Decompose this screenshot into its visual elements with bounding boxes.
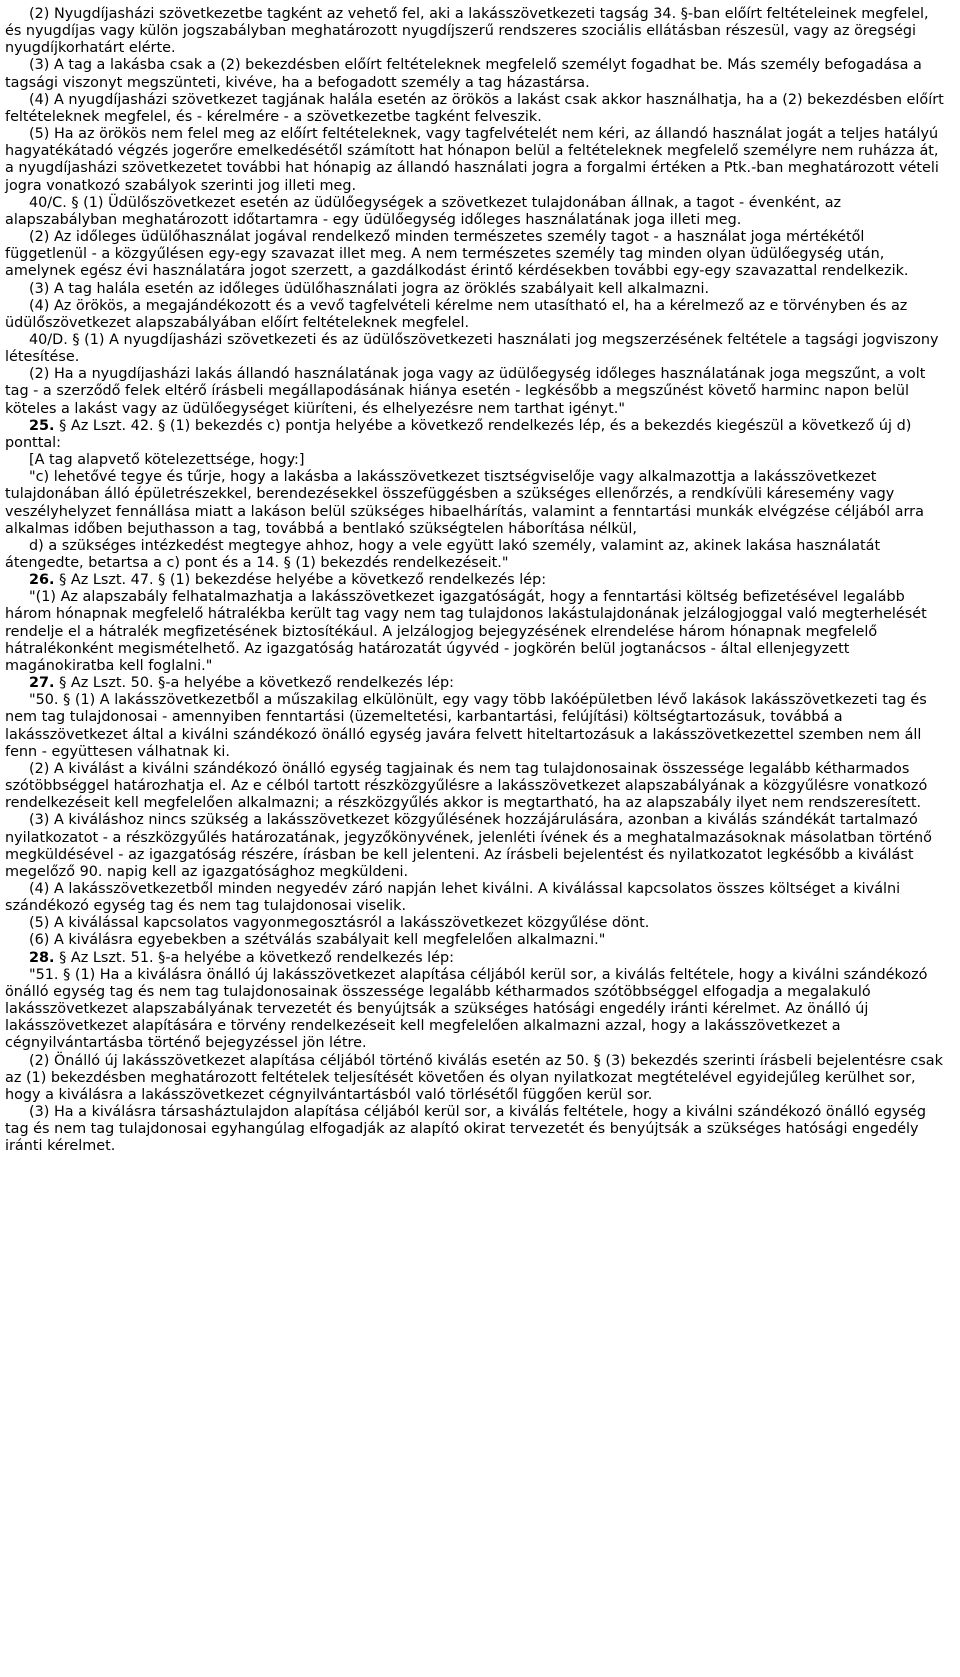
paragraph: (3) A kiváláshoz nincs szükség a lakásszövetkezet közgyűlésének hozzájárulására, azonban a kiválás szándékát tartalmazó nyilatkozatot - a részközgyűlés határozatának, jegyzőkönyvének, jelenléti ívének és a meghatalmazásoknak másolatban történő megküldésével - az igazgatóság részére, írásban be kell jelenteni. Az írásbeli bejelentést és nyilatkozatot legkésőbb a kiválást megelőző 90. napig kell az igazgatósághoz megküldeni.: [5, 812, 932, 880]
section-text: § Az Lszt. 50. §-a helyébe a következő rendelkezés lép:: [54, 675, 455, 692]
paragraph: (6) A kiválásra egyebekben a szétválás szabályait kell megfelelően alkalmazni.": [29, 932, 606, 949]
paragraph: "c) lehetővé tegye és tűrje, hogy a lakásba a lakásszövetkezet tisztségviselője vagy alkalmazottja a lakásszövetkezet tulajdonában álló épületrészekkel, berendezésekkel összefüggésben a szükséges ellenőrzés, a rendkívüli káresemény vagy veszélyhelyzet fennállása miatt a lakáson belül szükséges hibaelhárítás, valamint a fenntartási munkák elvégzése céljából arra alkalmas időben bejuthasson a tag, továbbá a bentlakó szükségtelen háborítása nélkül,: [5, 469, 924, 537]
paragraph: "50. § (1) A lakásszövetkezetből a műszakilag elkülönült, egy vagy több lakóépületben lévő lakások lakásszövetkezeti tag és nem tag tulajdonosai - amennyiben fenntartási (üzemeltetési, karbantartási, felújítási) költségtartozásuk, továbbá a lakásszövetkezet által a kiválni szándékozó önálló egység javára felvett hiteltartozásuk a lakásszövetkezettel szemben nem áll fenn - együttesen válhatnak ki.: [5, 692, 927, 760]
section-paragraph: [5, 418, 948, 452]
section-number: 26.: [29, 572, 55, 589]
paragraph: 40/C. § (1) Üdülőszövetkezet esetén az üdülőegységek a szövetkezet tulajdonában állnak, a tagot - évenként, az alapszabályban meghatározott időtartamra - egy üdülőegység időleges használatának joga illeti meg.: [5, 194, 842, 228]
paragraph: (4) A nyugdíjasházi szövetkezet tagjának halála esetén az örökös a lakást csak akkor használhatja, ha a (2) bekezdésben előírt feltételeknek megfelel, és - kérelmére - a szövetkezetbe tagként felveszik.: [5, 91, 944, 125]
paragraph: (2) Ha a nyugdíjasházi lakás állandó használatának joga vagy az üdülőegység időleges használatának joga megszűnt, a volt tag - a szerződő felek eltérő írásbeli megállapodásának hiánya esetén - legkésőbb a megszűnést követő harminc napon belül köteles a lakást vagy az üdülőegységet kiüríteni, és elhelyezésre nem tarthat igényt.": [5, 366, 926, 417]
section-paragraph: [5, 572, 948, 589]
paragraph: (3) A tag a lakásba csak a (2) bekezdésben előírt feltételeknek megfelelő személyt fogadhat be. Más személy befogadása a tagsági viszonyt megszünteti, kivéve, ha a befogadott személy a tag házastársa.: [5, 57, 922, 91]
paragraph: (2) Önálló új lakásszövetkezet alapítása céljából történő kiválás esetén az 50. § (3) bekezdés szerinti írásbeli bejelentésre csak az (1) bekezdésben meghatározott feltételek teljesítését követően és olyan nyilatkozat megtételével egyidejűleg kerülhet sor, hogy a kiválásra a lakásszövetkezet cégnyilvántartásból való törlésétől függően kerül sor.: [5, 1052, 943, 1103]
section-paragraph: [5, 675, 948, 692]
paragraph: (2) Az időleges üdülőhasználat jogával rendelkező minden természetes személy tagot - a használat joga mértékétől függetlenül - a közgyűlésen egy-egy szavazat illet meg. A nem természetes személy tag minden olyan üdülőegység után, amelynek egész évi használatára jogot szerzett, a gazdálkodást érintő kérdésekben további egy-egy szavazattal rendelkezik.: [5, 229, 909, 280]
section-text: § Az Lszt. 47. § (1) bekezdése helyébe a következő rendelkezés lép:: [54, 572, 547, 589]
paragraph: (5) Ha az örökös nem felel meg az előírt feltételeknek, vagy tagfelvételét nem kéri, az állandó használat jogát a teljes hatályú hagyatékátadó végzés jogerőre emelkedésétől számított hat hónapon belül a feltételeknek megfelelő személyre nem ruházza át, a nyugdíjasházi szövetkezetet további hat hónapig az állandó használati jogra a forgalmi értéken a Ptk.-ban meghatározott vételi jogra vonatkozó szabályok szerinti jog illeti meg.: [5, 126, 939, 194]
paragraph: (3) A tag halála esetén az időleges üdülőhasználati jogra az öröklés szabályait kell alkalmazni.: [29, 280, 710, 297]
paragraph: (2) Nyugdíjasházi szövetkezetbe tagként az vehető fel, aki a lakásszövetkezeti tagság 34. §-ban előírt feltételeinek megfelel, és nyugdíjas vagy külön jogszabályban meghatározott nyugdíjszerű rendszeres szociális ellátásban részesül, vagy az öregségi nyugdíjkorhatárt elérte.: [5, 6, 929, 57]
paragraph: "(1) Az alapszabály felhatalmazhatja a lakásszövetkezet igazgatóságát, hogy a fenntartási költség befizetésével legalább három hónapnak megfelelő hátralékba került tag vagy nem tag tulajdonos lakástulajdonának jelzálogjoggal való megterhelését rendelje el a hátralék megfizetésének biztosítékául. A jelzálogjog bejegyzésének elrendelése három hónapnak megfelelő hátralékonként megismételhető. Az igazgatóság határozatát úgyvéd - jogkörén belül jogtanácsos - által ellenjegyzett magánokiratba kell foglalni.": [5, 589, 927, 674]
paragraph: [A tag alapvető kötelezettsége, hogy:]: [29, 452, 305, 469]
paragraph: "51. § (1) Ha a kiválásra önálló új lakásszövetkezet alapítása céljából kerül sor, a kiválás feltétele, hogy a kiválni szándékozó önálló egység tag és nem tag tulajdonosainak összessége legalább kétharmados szótöbbséggel elfogadja a megalakuló lakásszövetkezet alapszabályának tervezetét és benyújtsák a szükséges hatósági engedély iránti kérelmet. Az önálló új lakásszövetkezet alapítására e törvény rendelkezéseit kell megfelelően alkalmazni azzal, hogy a lakásszövetkezet a cégnyilvántartásba történő bejegyzéssel jön létre.: [5, 966, 928, 1052]
paragraph: (3) Ha a kiválásra társasháztulajdon alapítása céljából kerül sor, a kiválás feltétele, hogy a kiválni szándékozó önálló egység tag és nem tag tulajdonosai egyhangúlag elfogadják az alapító okirat tervezetét és benyújtsák a szükséges hatósági engedély iránti kérelmet.: [5, 1104, 927, 1155]
paragraph: d) a szükséges intézkedést megtegye ahhoz, hogy a vele együtt lakó személy, valamint az, akinek lakása használatát átengedte, betartsa a c) pont és a 14. § (1) bekezdés rendelkezéseit.": [5, 537, 881, 571]
section-number: 25.: [29, 417, 55, 434]
paragraph: (2) A kiválást a kiválni szándékozó önálló egység tagjainak és nem tag tulajdonosainak összessége legalább kétharmados szótöbbséggel határozhatja el. Az e célból tartott részközgyűlésre a lakásszövetkezet alapszabályának a közgyűlésre vonatkozó rendelkezéseit kell megfelelően alkalmazni; a részközgyűlés akkor is megtartható, ha az alapszabály ilyet nem rendszeresített.: [5, 760, 928, 812]
section-text: § Az Lszt. 42. § (1) bekezdés c) pontja helyébe a következő rendelkezés lép, és a bekezdés kiegészül a következő új d) ponttal:: [5, 417, 912, 451]
section-number: 28.: [29, 949, 55, 966]
paragraph: 40/D. § (1) A nyugdíjasházi szövetkezeti és az üdülőszövetkezeti használati jog megszerzésének feltétele a tagsági jogviszony létesítése.: [5, 331, 939, 366]
section-paragraph: [5, 950, 948, 967]
section-number: 27.: [29, 675, 55, 692]
section-text: § Az Lszt. 51. §-a helyébe a következő rendelkezés lép:: [54, 949, 455, 966]
paragraph: (4) A lakásszövetkezetből minden negyedév záró napján lehet kiválni. A kiválással kapcsolatos összes költséget a kiválni szándékozó egység tag és nem tag tulajdonosai viselik.: [5, 880, 901, 915]
paragraph: (4) Az örökös, a megajándékozott és a vevő tagfelvételi kérelme nem utasítható el, ha a kérelmező az e törvényben és az üdülőszövetkezet alapszabályában előírt feltételeknek megfelel.: [5, 297, 908, 331]
paragraph: (5) A kiválással kapcsolatos vagyonmegosztásról a lakásszövetkezet közgyűlése dönt.: [29, 915, 650, 932]
